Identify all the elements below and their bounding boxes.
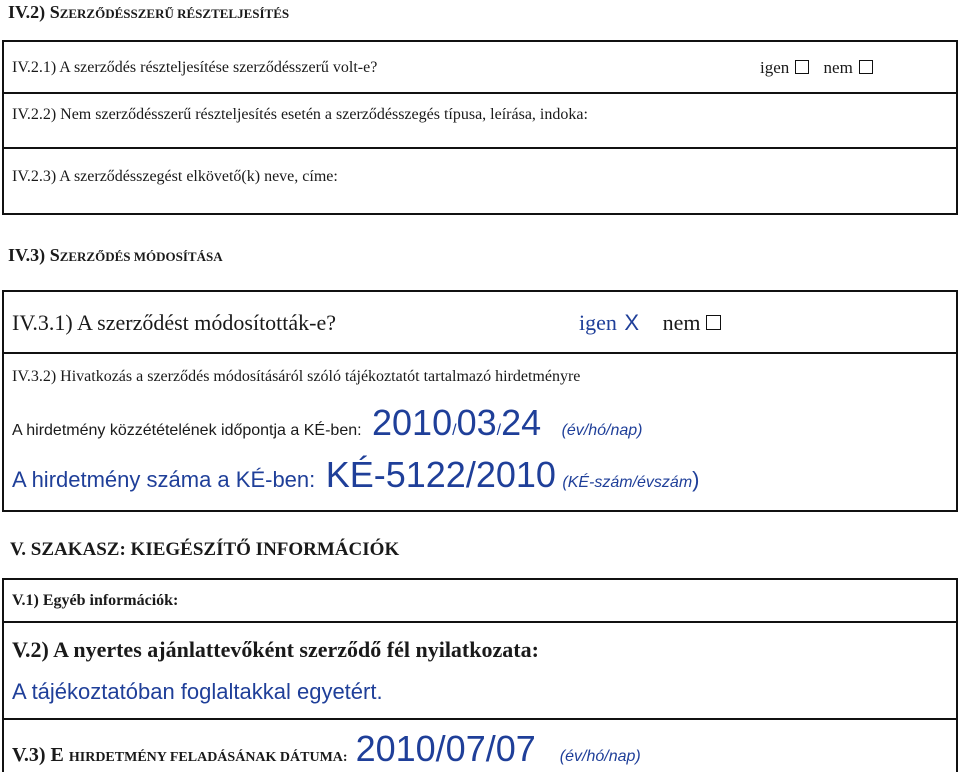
box-iv22 bbox=[2, 92, 958, 149]
box-iv32 bbox=[2, 352, 958, 512]
section-v-heading: V. SZAKASZ: KIEGÉSZÍTŐ INFORMÁCIÓK bbox=[10, 539, 400, 560]
no-label: nem bbox=[823, 58, 853, 77]
v3-label-prefix: V.3) E bbox=[12, 744, 69, 766]
heading-first-letter: S bbox=[49, 245, 60, 265]
box-v1 bbox=[2, 578, 958, 623]
iv23-question: IV.2.3) A szerződésszegést elkövető(k) neve, címe: bbox=[12, 168, 338, 185]
v3-row bbox=[12, 728, 641, 770]
publication-day: 24 bbox=[501, 402, 542, 443]
section-iv2-heading bbox=[8, 2, 289, 23]
publication-date-row bbox=[12, 402, 643, 442]
heading-first-letter: S bbox=[49, 2, 60, 22]
iv21-question: IV.2.1) A szerződés részteljesítése szerződésszerű volt-e? bbox=[12, 59, 378, 76]
heading-number: IV.2) bbox=[8, 2, 50, 22]
iv31-question: IV.3.1) A szerződést módosították-e? bbox=[12, 310, 337, 335]
publication-date-hint: (év/hó/nap) bbox=[561, 422, 643, 439]
v2-label: V.2) A nyertes ajánlattevőként szerződő fél nyilatkozata: bbox=[12, 637, 539, 662]
box-v3 bbox=[2, 718, 958, 772]
yes-checkbox[interactable] bbox=[795, 60, 809, 74]
submission-date-hint: (év/hó/nap) bbox=[559, 748, 641, 765]
no-checkbox[interactable] bbox=[859, 60, 873, 74]
iv22-question: IV.2.2) Nem szerződésszerű részteljesítés esetén a szerződésszegés típusa, leírása, indoka: bbox=[12, 106, 588, 123]
notice-number-row bbox=[12, 454, 699, 496]
yes-label: igen bbox=[760, 58, 790, 77]
publication-date-label: A hirdetmény közzétételének időpontja a KÉ-ben: bbox=[12, 422, 362, 439]
yes-label: igen bbox=[579, 310, 617, 335]
iv31-answer bbox=[579, 310, 721, 336]
heading-rest: ZERZŐDÉSSZERŰ RÉSZTELJESÍTÉS bbox=[59, 6, 290, 21]
v3-label-rest: HIRDETMÉNY FELADÁSÁNAK DÁTUMA: bbox=[68, 750, 348, 765]
no-label: nem bbox=[662, 310, 701, 335]
v1-label: V.1) Egyéb információk: bbox=[12, 592, 179, 609]
publication-month: 03 bbox=[456, 402, 497, 443]
date-separator: / bbox=[496, 422, 502, 439]
submission-date: 2010/07/07 bbox=[355, 728, 536, 769]
box-iv23 bbox=[2, 147, 958, 215]
box-iv31 bbox=[2, 290, 958, 354]
notice-hint-paren: ) bbox=[692, 467, 700, 492]
notice-number-hint: (KÉ-szám/évszám bbox=[562, 474, 693, 491]
date-separator: / bbox=[452, 422, 457, 439]
notice-number-value: KÉ-5122/2010 bbox=[325, 454, 556, 495]
publication-year: 2010 bbox=[372, 402, 453, 443]
notice-number-label: A hirdetmény száma a KÉ-ben: bbox=[12, 467, 316, 492]
yes-checked-mark[interactable]: X bbox=[624, 310, 640, 335]
iv32-question: IV.3.2) Hivatkozás a szerződés módosításáról szóló tájékoztatót tartalmazó hirdetményre bbox=[12, 368, 581, 385]
section-iv3-heading bbox=[8, 245, 223, 266]
iv21-answer bbox=[760, 58, 873, 78]
v2-statement: A tájékoztatóban foglaltakkal egyetért. bbox=[12, 679, 383, 704]
box-v2 bbox=[2, 621, 958, 720]
heading-rest: ZERZŐDÉS MÓDOSÍTÁSA bbox=[59, 249, 223, 264]
box-iv21 bbox=[2, 40, 958, 94]
no-checkbox[interactable] bbox=[706, 315, 721, 330]
heading-number: IV.3) bbox=[8, 245, 50, 265]
